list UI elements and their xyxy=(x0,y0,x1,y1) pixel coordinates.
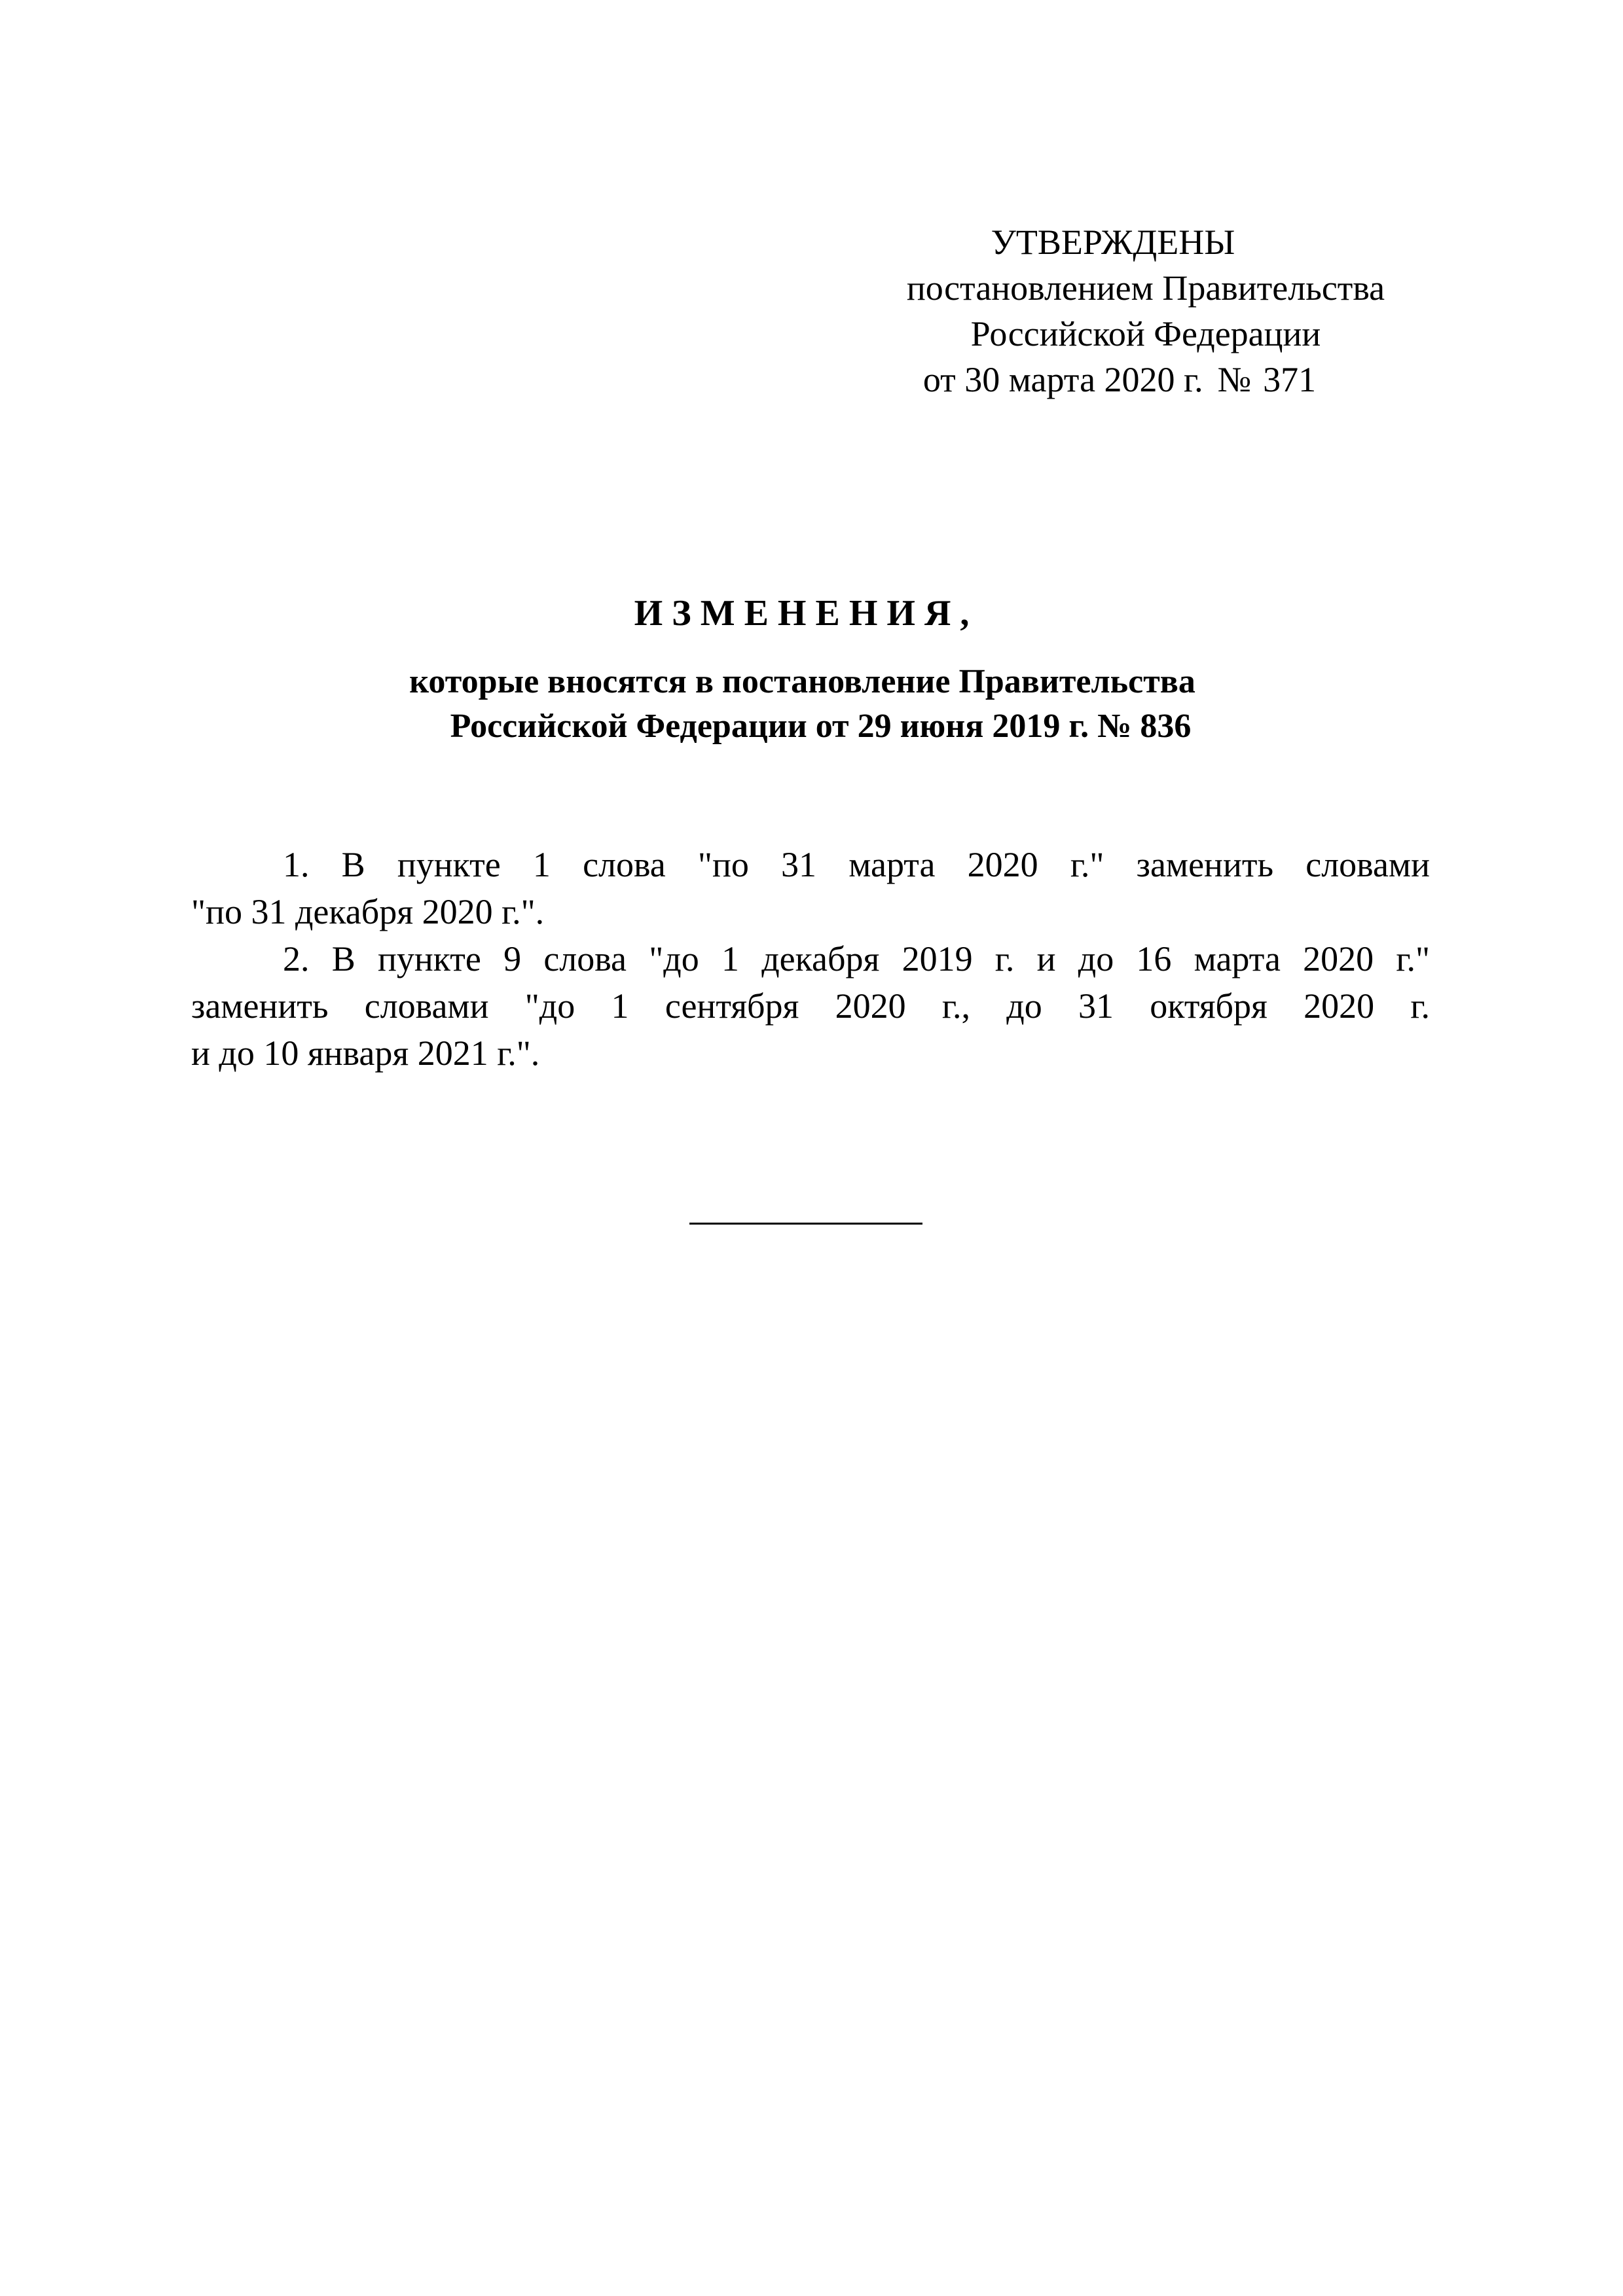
document-body xyxy=(191,841,1430,1077)
closing-divider xyxy=(689,1223,922,1225)
subtitle-line-1: которые вносятся в постановление Правительства xyxy=(409,663,1195,700)
approval-number-sign: № xyxy=(1217,360,1252,399)
item-2-line-2: заменить словами "до 1 сентября 2020 г., до 31 октября 2020 г. xyxy=(191,986,1430,1026)
approval-date-line xyxy=(825,357,1414,403)
document-title: ИЗМЕНЕНИЯ, xyxy=(634,593,979,634)
item-1-line-1: 1. В пункте 1 слова "по 31 марта 2020 г." заменить словами xyxy=(283,845,1430,884)
approval-line-resolution: постановлением Правительства xyxy=(906,268,1385,308)
approval-number: 371 xyxy=(1263,360,1317,399)
item-1 xyxy=(191,841,1430,935)
document-subtitle xyxy=(0,660,1623,749)
approval-line-federation: Российской Федерации xyxy=(970,314,1321,353)
approval-block xyxy=(851,219,1440,403)
item-2-line-3: и до 10 января 2021 г.". xyxy=(191,1033,540,1073)
approval-title: УТВЕРЖДЕНЫ xyxy=(991,223,1235,262)
item-2 xyxy=(191,935,1430,1077)
approval-date: от 30 марта 2020 г. xyxy=(922,360,1203,399)
subtitle-line-2: Российской Федерации от 29 июня 2019 г. № 836 xyxy=(450,708,1192,745)
item-2-line-1: 2. В пункте 9 слова "до 1 декабря 2019 г. и до 16 марта 2020 г." xyxy=(283,939,1430,978)
item-1-line-2: "по 31 декабря 2020 г.". xyxy=(191,892,545,931)
